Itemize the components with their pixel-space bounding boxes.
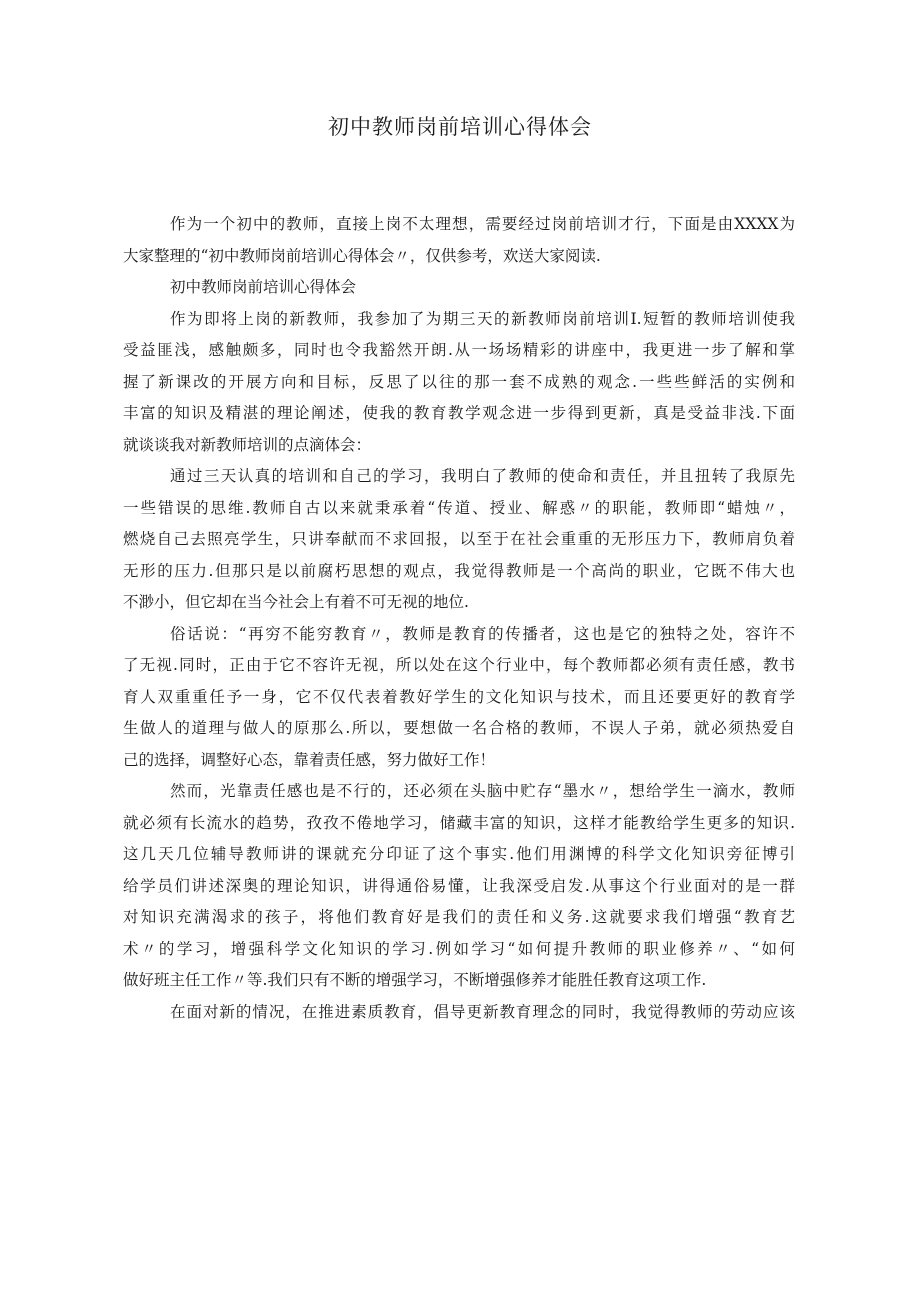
text-line: 生做人的道理与做人的原那么.所以，要想做一名合格的教师，不误人子弟，就必须热爱自: [123, 719, 795, 737]
document-title: 初中教师岗前培训心得体会: [328, 115, 592, 139]
text-line: 握了新课改的开展方向和目标，反思了以往的那一套不成熟的观念.一些些鲜活的实例和: [123, 372, 795, 391]
text-line: 育人双重重任予一身，它不仅代表着教好学生的文化知识与技术，而且还要更好的教育学: [123, 687, 795, 706]
text-line: 做好班主任工作〃等.我们只有不断的增强学习，不断增强修养才能胜任教育这项工作.: [123, 971, 707, 989]
text-line: 然而，光靠责任感也是不行的，还必须在头脑中贮存“墨水〃，想给学生一滴水，教师: [170, 782, 795, 800]
text-line: 丰富的知识及精湛的理论阐述，使我的教育教学观念进一步得到更新，真是受益非浅.下面: [123, 404, 795, 422]
text-line: 作为一个初中的教师，直接上岗不太理想，需要经过岗前培训才行，下面是由XXXX为: [170, 215, 795, 233]
section-heading: 初中教师岗前培训心得体会: [170, 278, 357, 296]
text-line: 燃烧自己去照亮学生，只讲奉献而不求回报，以至于在社会重重的无形压力下，教师肩负着: [123, 530, 795, 548]
text-line: 作为即将上岗的新教师，我参加了为期三天的新教师岗前培训I.短暂的教师培训使我: [170, 309, 795, 328]
text-line: 大家整理的“初中教师岗前培训心得体会〃，仅供参考，欢送大家阅读.: [123, 246, 601, 265]
text-line: 术〃的学习，增强科学文化知识的学习.例如学习“如何提升教师的职业修养〃、“如何: [123, 939, 795, 958]
text-line: 俗话说：“再穷不能穷教育〃，教师是教育的传播者，这也是它的独特之处，容许不: [170, 624, 795, 643]
text-line: 对知识充满渴求的孩子，将他们教育好是我们的责任和义务.这就要求我们增强“教育艺: [123, 908, 795, 926]
text-line: 了无视.同时，正由于它不容许无视，所以处在这个行业中，每个教师都必须有责任感，教书: [123, 656, 795, 674]
text-line: 就谈谈我对新教师培训的点滴体会：: [123, 435, 372, 454]
text-line: 己的选择，调整好心态，靠着责任感，努力做好工作！: [123, 750, 496, 769]
text-line: 一些错误的思维.教师自古以来就秉承着“传道、授业、解惑〃的职能，教师即“蜡烛〃，: [123, 498, 795, 517]
text-line: 就必须有长流水的趋势，孜孜不倦地学习，储藏丰富的知识，这样才能教给学生更多的知识.: [123, 813, 795, 832]
text-line: 不渺小，但它却在当今社会上有着不可无视的地位.: [123, 593, 469, 611]
text-line: 这几天几位辅导教师讲的课就充分印证了这个事实.他们用渊博的科学文化知识旁征博引: [123, 845, 795, 863]
text-line: 在面对新的情况，在推进素质教育，倡导更新教育理念的同时，我觉得教师的劳动应该: [170, 1002, 795, 1021]
text-line: 通过三天认真的培训和自己的学习，我明白了教师的使命和责任，并且扭转了我原先: [170, 467, 795, 485]
text-line: 无形的压力.但那只是以前腐朽思想的观点，我觉得教师是一个高尚的职业，它既不伟大也: [123, 561, 795, 580]
text-line: 受益匪浅，感触颇多，同时也令我豁然开朗.从一场场精彩的讲座中，我更进一步了解和掌: [123, 341, 795, 359]
document-body: [123, 209, 795, 1028]
text-line: 给学员们讲述深奥的理论知识，讲得通俗易懂，让我深受启发.从事这个行业面对的是一群: [123, 876, 795, 895]
